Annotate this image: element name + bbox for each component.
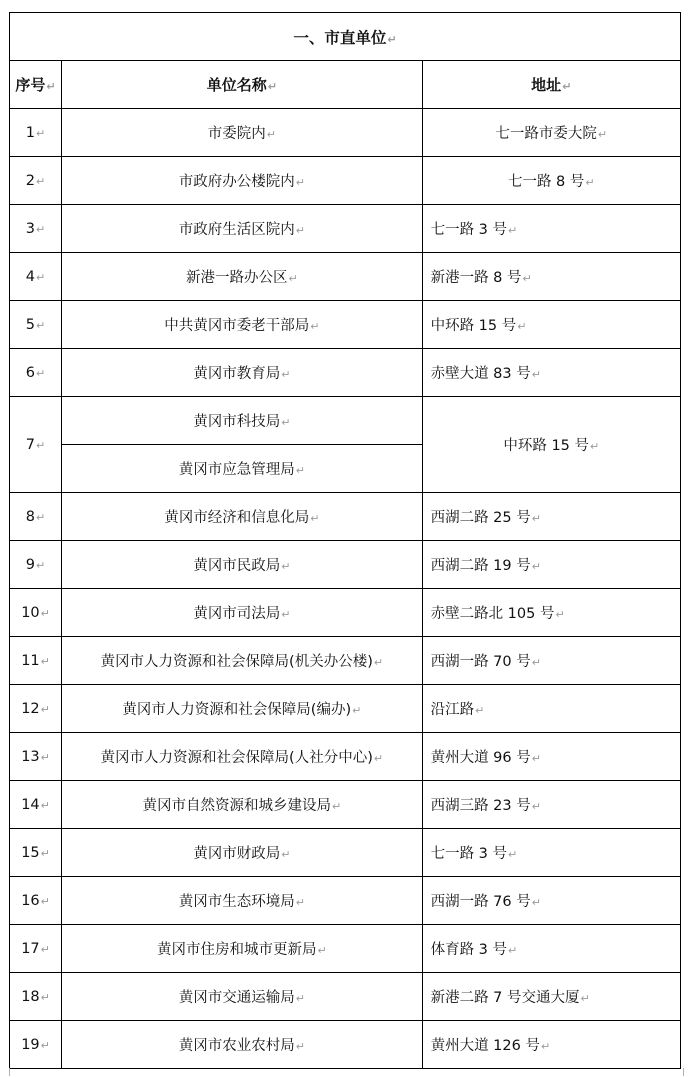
paragraph-mark-icon: ↵: [531, 752, 541, 765]
paragraph-mark-icon: ↵: [36, 558, 46, 572]
row-name: 黄冈市人力资源和社会保障局(机关办公楼): [100, 654, 373, 670]
row-address-cell: [422, 973, 680, 1021]
row-index-cell: [10, 205, 62, 253]
row-index: 12: [21, 700, 40, 717]
row-address-cell: [422, 109, 680, 157]
table-row: [10, 829, 681, 877]
row-name: 黄冈市人力资源和社会保障局(编办): [122, 702, 352, 718]
paragraph-mark-icon: ↵: [36, 510, 46, 524]
paragraph-mark-icon: ↵: [352, 704, 362, 717]
paragraph-mark-icon: ↵: [475, 704, 485, 717]
paragraph-mark-icon: ↵: [36, 222, 46, 236]
row-index: 7: [25, 436, 36, 453]
header-name-cell: [62, 61, 423, 109]
row-name: 黄冈市民政局: [193, 558, 281, 574]
row-index-cell: [10, 301, 62, 349]
row-index-cell: [10, 589, 62, 637]
paragraph-mark-icon: ↵: [40, 846, 50, 860]
paragraph-mark-icon: ↵: [580, 992, 590, 1005]
table-row: [10, 493, 681, 541]
row-name: 市政府生活区院内: [178, 222, 295, 238]
row-address: 七一路市委大院: [495, 126, 597, 142]
row-name-cell: [62, 157, 423, 205]
paragraph-mark-icon: ↵: [508, 944, 518, 957]
row-index: 15: [21, 844, 40, 861]
row-name: 黄冈市人力资源和社会保障局(人社分中心): [100, 750, 373, 766]
row-index-cell: [10, 637, 62, 685]
row-index: 19: [21, 1036, 40, 1053]
paragraph-mark-icon: ↵: [562, 80, 572, 93]
row-name-cell: [62, 445, 423, 493]
paragraph-mark-icon: ↵: [281, 416, 291, 429]
table-row: [10, 733, 681, 781]
paragraph-mark-icon: ↵: [281, 560, 291, 573]
row-address-cell: [422, 637, 680, 685]
row-address: 西湖三路 23 号: [430, 798, 531, 814]
table-title: 一、市直单位: [293, 28, 387, 47]
row-address: 七一路 3 号: [430, 222, 508, 238]
paragraph-mark-icon: ↵: [40, 894, 50, 908]
row-name-cell: [62, 685, 423, 733]
paragraph-mark-icon: ↵: [585, 176, 595, 189]
row-name: 黄冈市应急管理局: [178, 462, 295, 478]
row-address: 七一路 3 号: [430, 846, 508, 862]
paragraph-mark-icon: ↵: [590, 440, 600, 453]
paragraph-mark-icon: ↵: [288, 272, 298, 285]
row-address-cell: [422, 253, 680, 301]
table-row: [10, 781, 681, 829]
table-row: [10, 349, 681, 397]
row-name: 中共黄冈市委老干部局: [164, 318, 310, 334]
table-row: [10, 397, 681, 445]
row-address: 沿江路: [430, 702, 475, 718]
paragraph-mark-icon: ↵: [522, 272, 532, 285]
unit-address-table: [9, 12, 681, 1069]
table-row: [10, 205, 681, 253]
table-title-row: [10, 13, 681, 61]
row-address: 新港一路 8 号: [430, 270, 522, 286]
row-index-cell: [10, 685, 62, 733]
table-row: [10, 157, 681, 205]
paragraph-mark-icon: ↵: [310, 512, 320, 525]
row-index-cell: [10, 829, 62, 877]
paragraph-mark-icon: ↵: [387, 32, 397, 46]
row-address-cell: [422, 829, 680, 877]
row-address: 赤壁大道 83 号: [430, 366, 531, 382]
row-address: 黄州大道 96 号: [430, 750, 531, 766]
table-row: [10, 253, 681, 301]
row-name-cell: [62, 349, 423, 397]
table-row: [10, 877, 681, 925]
row-index: 2: [25, 172, 36, 189]
page-corner-mark: [1, 1068, 10, 1076]
paragraph-mark-icon: ↵: [281, 848, 291, 861]
row-name: 黄冈市司法局: [193, 606, 281, 622]
row-address-cell: [422, 205, 680, 253]
row-address-cell: [422, 541, 680, 589]
row-name: 黄冈市住房和城市更新局: [156, 942, 317, 958]
row-name-cell: [62, 877, 423, 925]
row-index-cell: [10, 733, 62, 781]
paragraph-mark-icon: ↵: [266, 128, 276, 141]
paragraph-mark-icon: ↵: [295, 992, 305, 1005]
row-name: 黄冈市财政局: [193, 846, 281, 862]
paragraph-mark-icon: ↵: [281, 608, 291, 621]
row-name: 黄冈市生态环境局: [178, 894, 295, 910]
row-name-cell: [62, 925, 423, 973]
row-address-cell: [422, 1021, 680, 1069]
row-address: 中环路 15 号: [430, 318, 517, 334]
paragraph-mark-icon: ↵: [531, 368, 541, 381]
paragraph-mark-icon: ↵: [40, 942, 50, 956]
paragraph-mark-icon: ↵: [36, 318, 46, 332]
row-name-cell: [62, 733, 423, 781]
row-name-cell: [62, 205, 423, 253]
table-row: [10, 541, 681, 589]
row-index-cell: [10, 1021, 62, 1069]
row-index-cell: [10, 973, 62, 1021]
row-address: 中环路 15 号: [503, 438, 590, 454]
row-name: 市委院内: [207, 126, 266, 142]
row-name-cell: [62, 397, 423, 445]
paragraph-mark-icon: ↵: [46, 80, 56, 93]
row-index: 18: [21, 988, 40, 1005]
row-address-cell: [422, 733, 680, 781]
row-index: 9: [25, 556, 36, 573]
row-name-cell: [62, 829, 423, 877]
row-index: 5: [25, 316, 36, 333]
paragraph-mark-icon: ↵: [555, 608, 565, 621]
table-header-row: [10, 61, 681, 109]
row-name-cell: [62, 637, 423, 685]
row-name: 黄冈市交通运输局: [178, 990, 295, 1006]
row-index: 17: [21, 940, 40, 957]
row-index: 6: [25, 364, 36, 381]
paragraph-mark-icon: ↵: [531, 656, 541, 669]
row-index-cell: [10, 493, 62, 541]
row-address-cell: [422, 685, 680, 733]
header-name: 单位名称: [206, 76, 267, 94]
paragraph-mark-icon: ↵: [36, 126, 46, 140]
header-index-cell: [10, 61, 62, 109]
header-index: 序号: [15, 76, 46, 94]
paragraph-mark-icon: ↵: [295, 176, 305, 189]
row-index-cell: [10, 253, 62, 301]
paragraph-mark-icon: ↵: [295, 224, 305, 237]
row-address: 赤壁二路北 105 号: [430, 606, 555, 622]
row-address: 西湖一路 76 号: [430, 894, 531, 910]
row-address-cell: [422, 349, 680, 397]
row-index-cell: [10, 109, 62, 157]
row-index-cell: [10, 397, 62, 493]
paragraph-mark-icon: ↵: [281, 368, 291, 381]
row-address: 体育路 3 号: [430, 942, 508, 958]
row-index-cell: [10, 157, 62, 205]
row-name-cell: [62, 541, 423, 589]
table-row: [10, 637, 681, 685]
row-index: 1: [25, 124, 36, 141]
row-address-cell: [422, 493, 680, 541]
row-name-cell: [62, 253, 423, 301]
row-address: 七一路 8 号: [507, 174, 585, 190]
table-row: [10, 925, 681, 973]
paragraph-mark-icon: ↵: [373, 656, 384, 669]
paragraph-mark-icon: ↵: [40, 750, 50, 764]
row-address: 西湖二路 25 号: [430, 510, 531, 526]
paragraph-mark-icon: ↵: [508, 224, 518, 237]
paragraph-mark-icon: ↵: [317, 944, 327, 957]
table-row: [10, 973, 681, 1021]
paragraph-mark-icon: ↵: [531, 560, 541, 573]
table-row: [10, 589, 681, 637]
row-name: 新港一路办公区: [185, 270, 288, 286]
table-row: [10, 109, 681, 157]
paragraph-mark-icon: ↵: [36, 270, 46, 284]
row-name: 黄冈市科技局: [193, 414, 281, 430]
row-address: 西湖一路 70 号: [430, 654, 531, 670]
row-name-cell: [62, 493, 423, 541]
paragraph-mark-icon: ↵: [295, 464, 305, 477]
row-index-cell: [10, 541, 62, 589]
paragraph-mark-icon: ↵: [331, 800, 342, 813]
table-row: [10, 301, 681, 349]
row-address-cell: [422, 157, 680, 205]
row-index: 10: [21, 604, 40, 621]
row-name-cell: [62, 301, 423, 349]
row-name: 黄冈市经济和信息化局: [164, 510, 310, 526]
header-address: 地址: [531, 76, 562, 94]
row-address-cell: [422, 781, 680, 829]
row-index: 8: [25, 508, 36, 525]
row-name: 黄冈市自然资源和城乡建设局: [142, 798, 331, 814]
row-name: 黄冈市教育局: [193, 366, 281, 382]
row-index: 3: [25, 220, 36, 237]
row-name-cell: [62, 781, 423, 829]
table-row: [10, 685, 681, 733]
row-index: 14: [21, 796, 40, 813]
row-address-cell: [422, 589, 680, 637]
paragraph-mark-icon: ↵: [531, 896, 541, 909]
paragraph-mark-icon: ↵: [40, 1038, 50, 1052]
row-index-cell: [10, 349, 62, 397]
paragraph-mark-icon: ↵: [36, 366, 46, 380]
paragraph-mark-icon: ↵: [40, 702, 50, 716]
paragraph-mark-icon: ↵: [40, 798, 50, 812]
row-index: 4: [25, 268, 36, 285]
row-index: 13: [21, 748, 40, 765]
row-name-cell: [62, 589, 423, 637]
row-address-cell: [422, 877, 680, 925]
row-name-cell: [62, 109, 423, 157]
row-name-cell: [62, 1021, 423, 1069]
row-index-cell: [10, 925, 62, 973]
row-index-cell: [10, 781, 62, 829]
row-index: 11: [21, 652, 40, 669]
table-row: [10, 1021, 681, 1069]
paragraph-mark-icon: ↵: [40, 606, 50, 620]
row-address-cell: [422, 397, 680, 493]
paragraph-mark-icon: ↵: [295, 1040, 305, 1053]
paragraph-mark-icon: ↵: [36, 438, 46, 452]
row-address-cell: [422, 925, 680, 973]
row-address: 黄州大道 126 号: [430, 1038, 540, 1054]
paragraph-mark-icon: ↵: [40, 990, 50, 1004]
paragraph-mark-icon: ↵: [531, 800, 541, 813]
row-name: 市政府办公楼院内: [178, 174, 295, 190]
paragraph-mark-icon: ↵: [597, 128, 608, 141]
paragraph-mark-icon: ↵: [540, 1040, 551, 1053]
paragraph-mark-icon: ↵: [36, 174, 46, 188]
paragraph-mark-icon: ↵: [373, 752, 384, 765]
row-name: 黄冈市农业农村局: [178, 1038, 295, 1054]
paragraph-mark-icon: ↵: [531, 512, 541, 525]
row-index-cell: [10, 877, 62, 925]
row-address: 西湖二路 19 号: [430, 558, 531, 574]
paragraph-mark-icon: ↵: [508, 848, 518, 861]
paragraph-mark-icon: ↵: [267, 80, 277, 93]
row-index: 16: [21, 892, 40, 909]
row-name-cell: [62, 973, 423, 1021]
paragraph-mark-icon: ↵: [40, 654, 50, 668]
row-address-cell: [422, 301, 680, 349]
table-title-cell: [10, 13, 681, 61]
paragraph-mark-icon: ↵: [517, 320, 527, 333]
page-corner-mark: [683, 1068, 692, 1076]
paragraph-mark-icon: ↵: [295, 896, 305, 909]
paragraph-mark-icon: ↵: [310, 320, 320, 333]
header-address-cell: [422, 61, 680, 109]
row-address: 新港二路 7 号交通大厦: [430, 990, 580, 1006]
